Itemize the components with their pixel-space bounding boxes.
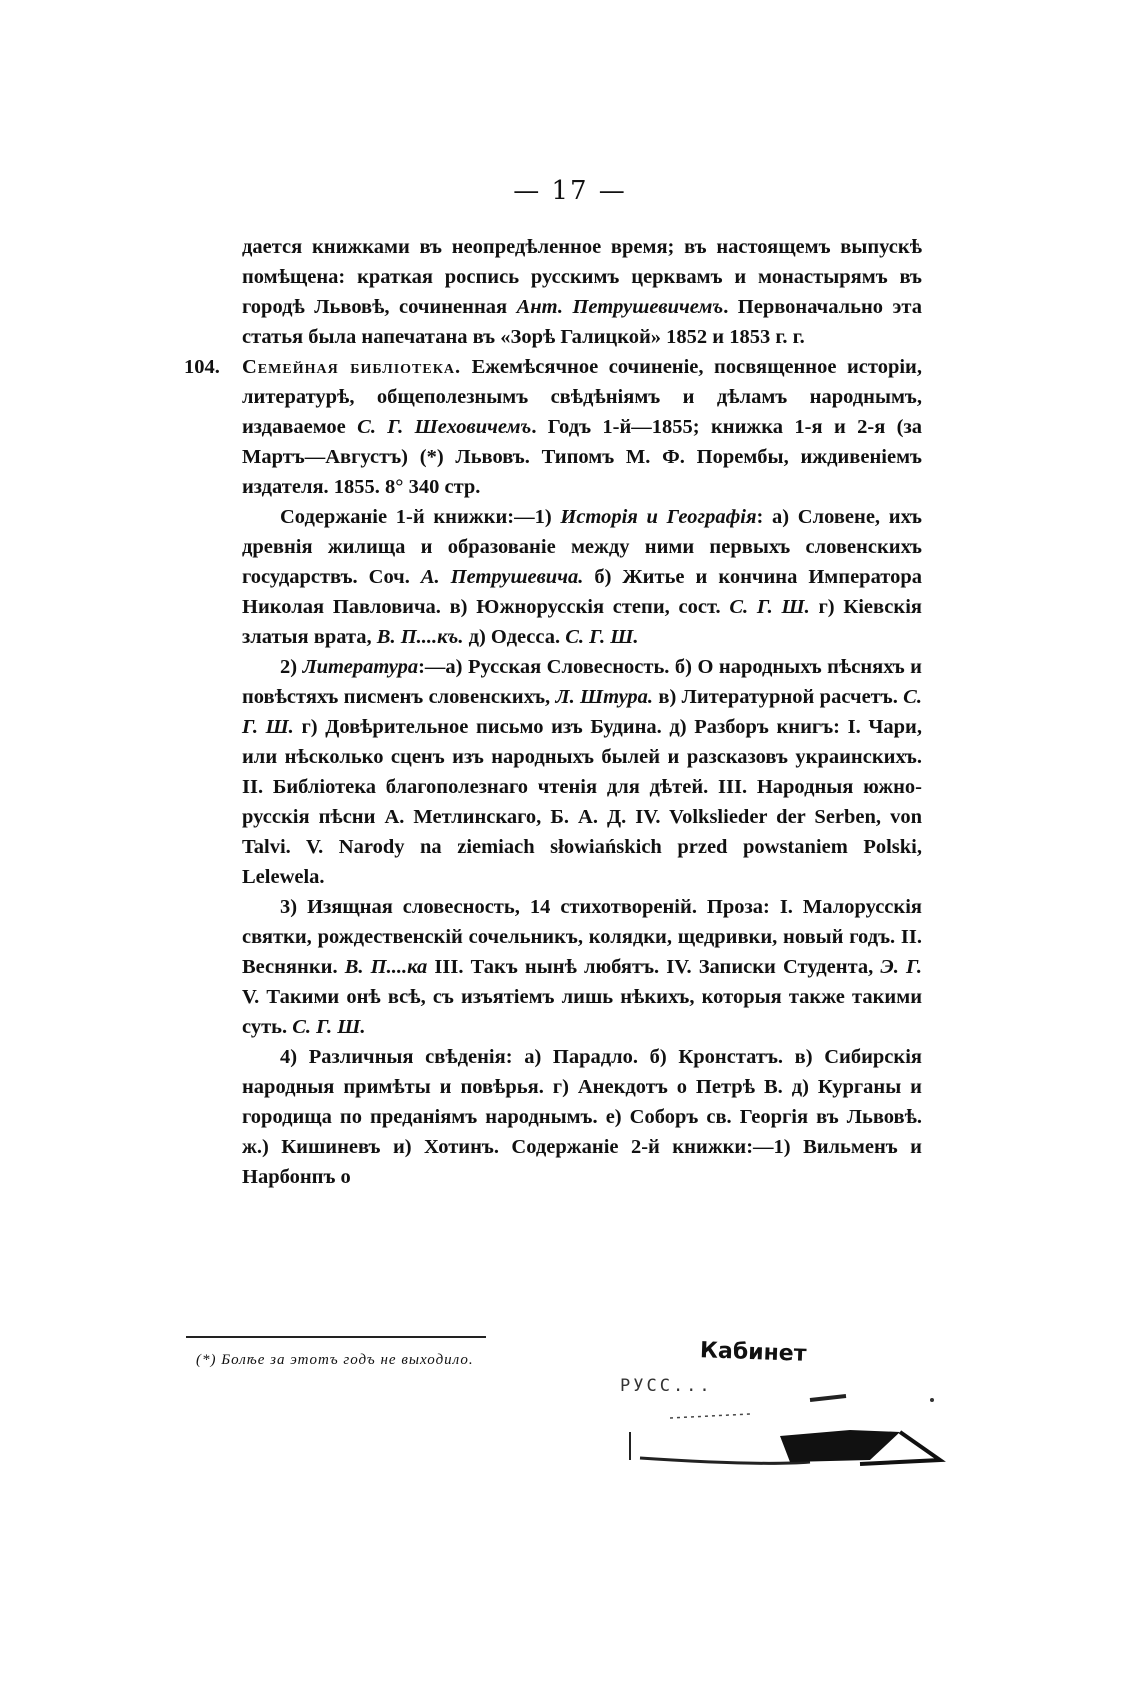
contents-p3-b: III. Такъ нынѣ любятъ. IV. Записки Студента, — [427, 956, 881, 978]
entry-title: Семейная библіотека. — [242, 356, 462, 378]
contents-p3-c: V. Такими онѣ всѣ, съ изъятіемъ лишь нѣкихъ, которыя также такими суть. — [242, 986, 922, 1038]
contents-p1-sig2: В. П....къ. — [376, 626, 464, 648]
contents-p2-b: :—а) Русская Словесность. б) О народныхъ пѣсняхъ и повѣстяхъ писменъ словенскихъ, — [242, 656, 922, 708]
contents-p1-d: г) Кіевскія златыя врата, — [242, 596, 923, 648]
contents-p3-sig1: В. П....ка — [344, 956, 428, 978]
entry-number: 104. — [184, 356, 220, 378]
continuation-text-1: дается книжками въ неопредѣленное время; въ настоящемъ выпускѣ помѣщена: краткая роспись русскимъ церквамъ и монастырямъ въ городѣ Львовѣ, сочиненная — [242, 236, 922, 318]
contents-p2-sig1: С. Г. Ш. — [242, 686, 922, 738]
continuation-paragraph — [242, 232, 922, 352]
continuation-text-2: . Первоначально эта статья была напечатана въ «Зорѣ Галицкой» 1852 и 1853 г. г. — [242, 296, 922, 348]
contents-p3-a: 3) Изящная словесность, 14 стихотвореній. Проза: I. Малорусскія святки, рождественскій сочельникъ, колядки, щедривки, новый годъ. II. Веснянки. — [242, 896, 922, 978]
contents-p2-a: 2) — [280, 656, 303, 678]
page-number: — 17 — — [513, 176, 627, 206]
contents-p1-sig3: С. Г. Ш. — [565, 626, 639, 648]
contents-p2-c: в) Литературной расчетъ. — [653, 686, 904, 708]
continuation-author: Ант. Петрушевичемъ — [516, 296, 724, 318]
contents-p1-section: Исторія и Географія — [560, 506, 757, 528]
contents-p2-author: Л. Штура. — [555, 686, 654, 708]
contents-p1-sig1: С. Г. Ш. — [729, 596, 810, 618]
contents-p1-author: А. Петрушевича. — [420, 566, 584, 588]
contents-p1-a: Содержаніе 1-й книжки:—1) — [280, 506, 561, 528]
entry-editor: С. Г. Шеховичемъ — [357, 416, 532, 438]
contents-paragraph-3 — [242, 892, 922, 1042]
contents-p1-b: : а) Словене, ихъ древнія жилища и образованіе между ними первыхъ словенскихъ государствъ. Соч. — [242, 506, 922, 588]
contents-p3-sig3: С. Г. Ш. — [292, 1016, 366, 1038]
contents-paragraph-1 — [242, 502, 922, 652]
contents-p1-e: д) Одесса. — [463, 626, 566, 648]
entry-text-2: . Годъ 1-й—1855; книжка 1-я и 2-я (за Мартъ—Августъ) (*) Львовъ. Типомъ М. Ф. Порембы, иждивеніемъ издателя. 1855. 8° 340 стр. — [242, 416, 923, 498]
contents-paragraph-4: 4) Различныя свѣденія: а) Парадло. б) Кронстатъ. в) Сибирскія народныя примѣты и повѣрья. г) Анекдотъ о Петрѣ В. д) Курганы и городища по преданіямъ народнымъ. е) Соборъ св. Георгія въ Львовѣ. ж.) Кишиневъ и) Хотинъ. Содержаніе 2-й книжки:—1) Вильменъ и Нарбонпъ о — [242, 1046, 922, 1188]
contents-p1-c: б) Житье и кончина Императора Николая Павловича. в) Южнорусскія степи, сост. — [242, 566, 922, 618]
stamp-text-cabinet: Кабинет — [699, 1338, 807, 1367]
contents-p3-sig2: Э. Г. — [880, 956, 923, 978]
contents-paragraph-2 — [242, 652, 922, 892]
bibliography-entry — [184, 352, 923, 502]
footnote: (*) Болѣе за этотъ годъ не выходило. — [196, 1352, 474, 1368]
entry-text-1: Ежемѣсячное сочиненіе, посвященное исторіи, литературѣ, общеполезнымъ свѣдѣніямъ и дѣламъ народнымъ, издаваемое — [242, 356, 922, 438]
stamp-text-rus: РУСС... — [620, 1376, 713, 1396]
contents-p2-section: Литература — [302, 656, 419, 678]
footnote-divider — [186, 1336, 486, 1338]
main-text — [184, 232, 923, 1192]
contents-p2-d: г) Довѣрительное письмо изъ Будина. д) Разборъ книгъ: I. Чари, или нѣсколько сценъ изъ народныхъ былей и разсказовъ украинскихъ. II. Библіотека благополезнаго чтенія для дѣтей. III. Народныя южно-русскія пѣсни А. Метлинскаго, Б. А. Д. IV. Volkslieder der Serben, von Talvi. V. Narody na ziemiach słowiańskich przed powstaniem Polski, Lelewela. — [242, 716, 922, 888]
